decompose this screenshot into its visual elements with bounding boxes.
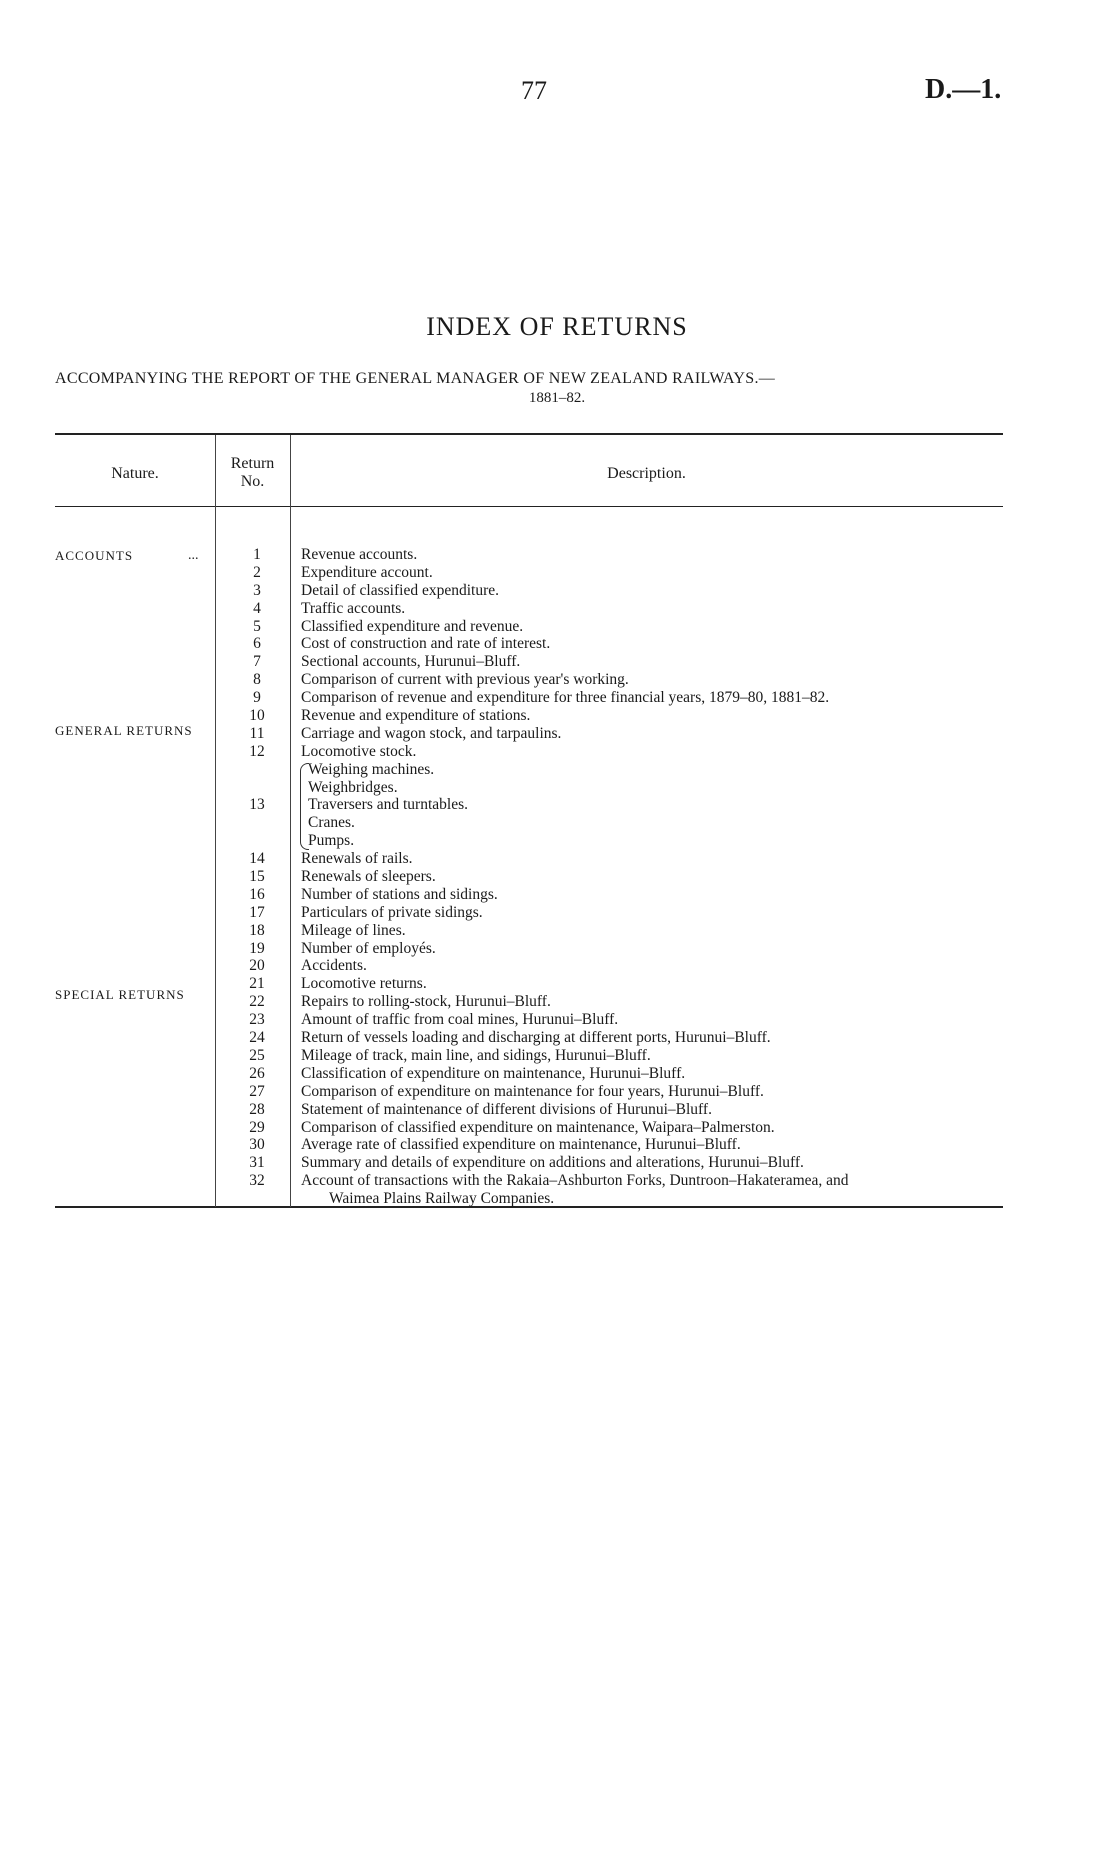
return-description: Weighbridges. — [308, 778, 398, 796]
table-row — [0, 761, 1114, 779]
page-subtitle: ACCOMPANYING THE REPORT OF THE GENERAL MANAGER OF NEW ZEALAND RAILWAYS.— — [55, 370, 776, 387]
return-number: 3 — [253, 581, 261, 599]
return-number: 22 — [249, 993, 265, 1011]
return-number: 11 — [249, 724, 265, 742]
return-description: Traffic accounts. — [301, 599, 406, 617]
return-description: Detail of classified expenditure. — [301, 581, 499, 599]
table-row — [0, 1011, 1114, 1029]
return-description: Number of employés. — [301, 939, 436, 957]
table-row — [0, 868, 1114, 886]
table-row — [0, 564, 1114, 582]
return-number: 27 — [249, 1082, 265, 1100]
table-row — [0, 600, 1114, 618]
return-description: Mileage of lines. — [301, 921, 406, 939]
return-number: 32 — [249, 1172, 265, 1190]
header-bottom-rule — [55, 506, 1003, 507]
table-row — [0, 1119, 1114, 1137]
return-number: 6 — [253, 635, 261, 653]
column-header-return-no-line2: No. — [240, 473, 265, 490]
return-description: Repairs to rolling-stock, Hurunui–Bluff. — [301, 993, 551, 1011]
return-description: Expenditure account. — [301, 563, 433, 581]
return-number: 31 — [249, 1154, 265, 1172]
return-description: Classification of expenditure on maintenance, Hurunui–Bluff. — [301, 1064, 686, 1082]
return-number: 15 — [249, 868, 265, 886]
return-description: Comparison of classified expenditure on maintenance, Waipara–Palmerston. — [301, 1118, 775, 1136]
category-accounts-leader: ... — [188, 548, 199, 563]
return-description: Revenue accounts. — [301, 546, 418, 563]
return-description: Traversers and turntables. — [308, 796, 468, 814]
return-description: Summary and details of expenditure on additions and alterations, Hurunui–Bluff. — [301, 1154, 804, 1172]
return-number: 29 — [249, 1118, 265, 1136]
table-row — [0, 1029, 1114, 1047]
category-special-returns: SPECIAL RETURNS — [55, 987, 185, 1002]
return-number: 23 — [249, 1011, 265, 1029]
return-description: Weighing machines. — [308, 760, 435, 778]
table-row — [0, 886, 1114, 904]
table-row — [0, 1083, 1114, 1101]
return-description: Cranes. — [308, 814, 355, 832]
table-row — [0, 975, 1114, 993]
return-description: Accidents. — [301, 957, 367, 975]
return-number: 26 — [249, 1064, 265, 1082]
return-number: 1 — [253, 546, 261, 563]
table-row — [0, 582, 1114, 600]
table-row — [0, 635, 1114, 653]
report-years: 1881–82. — [528, 390, 586, 406]
table-row — [0, 940, 1114, 958]
return-number: 2 — [253, 563, 261, 581]
return-number: 8 — [253, 671, 261, 689]
table-row — [0, 993, 1114, 1011]
return-description: Locomotive returns. — [301, 975, 427, 993]
return-description: Renewals of rails. — [301, 850, 413, 868]
table-row — [0, 1136, 1114, 1154]
return-description: Account of transactions with the Rakaia–Ashburton Forks, Duntroon–Hakateramea, and — [301, 1172, 849, 1190]
return-number: 28 — [249, 1100, 265, 1118]
table-row — [0, 850, 1114, 868]
return-description: Statement of maintenance of different divisions of Hurunui–Bluff. — [301, 1100, 712, 1118]
return-description: Return of vessels loading and discharging at different ports, Hurunui–Bluff. — [301, 1029, 771, 1047]
return-description: Particulars of private sidings. — [301, 903, 483, 921]
table-row — [0, 779, 1114, 797]
return-number: 25 — [249, 1046, 265, 1064]
table-row — [0, 1047, 1114, 1065]
return-number: 7 — [253, 653, 261, 671]
return-description: Comparison of revenue and expenditure for three financial years, 1879–80, 1881–82. — [301, 689, 830, 707]
return-description: Waimea Plains Railway Companies. — [329, 1190, 555, 1208]
column-header-nature: Nature. — [111, 465, 159, 482]
return-number: 17 — [249, 903, 265, 921]
return-description: Mileage of track, main line, and sidings, Hurunui–Bluff. — [301, 1046, 651, 1064]
table-row — [0, 1065, 1114, 1083]
table-row — [0, 707, 1114, 725]
return-number: 20 — [249, 957, 265, 975]
return-number: 5 — [253, 617, 261, 635]
table-row — [0, 1190, 1114, 1208]
return-description: Comparison of current with previous year's working. — [301, 671, 629, 689]
table-row — [0, 957, 1114, 975]
return-number: 10 — [249, 707, 265, 725]
return-number: 13 — [249, 796, 265, 814]
table-row — [0, 743, 1114, 761]
return-description: Carriage and wagon stock, and tarpaulins. — [301, 724, 562, 742]
return-number: 12 — [249, 742, 265, 760]
return-number: 9 — [253, 689, 261, 707]
column-header-return-no-line1: Return — [230, 455, 275, 472]
table-row — [0, 814, 1114, 832]
return-description: Comparison of expenditure on maintenance for four years, Hurunui–Bluff. — [301, 1082, 764, 1100]
table-row — [0, 922, 1114, 940]
table-row — [0, 1154, 1114, 1172]
return-description: Average rate of classified expenditure on maintenance, Hurunui–Bluff. — [301, 1136, 741, 1154]
table-row — [0, 725, 1114, 743]
return-description: Cost of construction and rate of interest. — [301, 635, 551, 653]
table-top-rule — [55, 433, 1003, 435]
return-number: 14 — [249, 850, 265, 868]
page-number: 77 — [521, 76, 547, 105]
return-description: Amount of traffic from coal mines, Hurunui–Bluff. — [301, 1011, 619, 1029]
table-row — [0, 671, 1114, 689]
return-description: Classified expenditure and revenue. — [301, 617, 524, 635]
category-accounts: ACCOUNTS — [55, 548, 134, 563]
table-row — [0, 618, 1114, 636]
return-description: Revenue and expenditure of stations. — [301, 707, 531, 725]
return-description: Number of stations and sidings. — [301, 885, 498, 903]
return-number: 16 — [249, 885, 265, 903]
table-row — [0, 653, 1114, 671]
return-number: 30 — [249, 1136, 265, 1154]
table-row — [0, 1101, 1114, 1119]
table-row — [0, 832, 1114, 850]
column-header-description: Description. — [607, 465, 686, 482]
table-row — [0, 689, 1114, 707]
page-title: INDEX OF RETURNS — [426, 312, 688, 341]
document-reference: D.—1. — [925, 74, 1002, 105]
table-row — [0, 1172, 1114, 1190]
return-number: 18 — [249, 921, 265, 939]
category-general-returns: GENERAL RETURNS — [55, 723, 193, 738]
return-description: Sectional accounts, Hurunui–Bluff. — [301, 653, 521, 671]
table-row — [0, 546, 1114, 564]
return-description: Locomotive stock. — [301, 742, 417, 760]
table-row — [0, 796, 1114, 814]
return-number: 24 — [249, 1029, 265, 1047]
return-description: Pumps. — [308, 832, 355, 850]
return-number: 19 — [249, 939, 265, 957]
return-number: 21 — [249, 975, 265, 993]
return-description: Renewals of sleepers. — [301, 868, 436, 886]
returns-list — [0, 546, 1114, 1208]
return-number: 4 — [253, 599, 261, 617]
table-row — [0, 904, 1114, 922]
